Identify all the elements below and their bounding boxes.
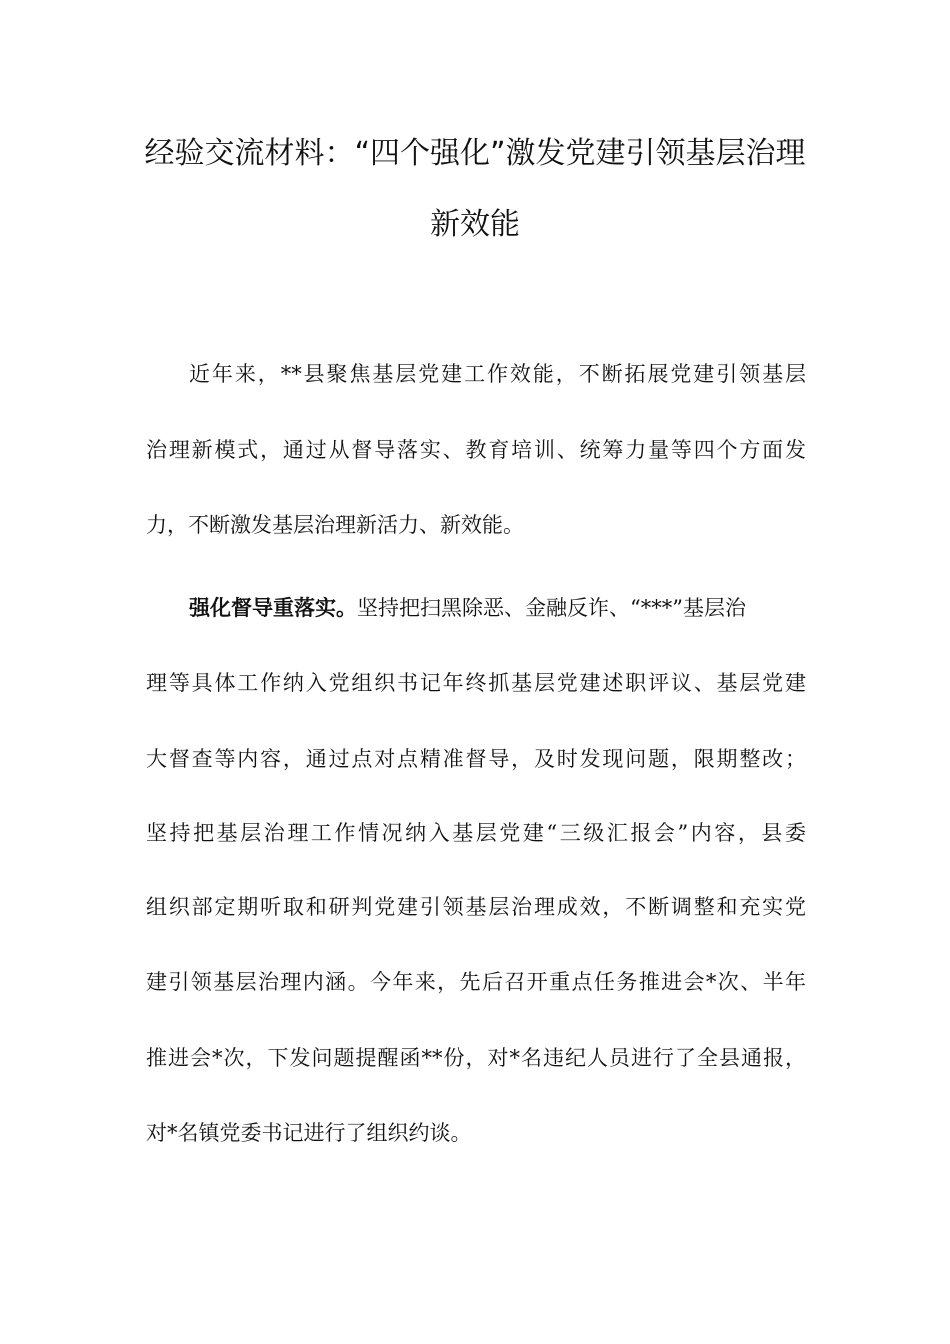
paragraph-2-line-3: 大督查等内容，通过点对点精准督导，及时发现问题，限期整改； [146, 747, 806, 771]
paragraph-2-line-5: 组织部定期听取和研判党建引领基层治理成效，不断调整和充实党 [146, 895, 806, 919]
paragraph-2-line-6: 建引领基层治理内涵。今年来，先后召开重点任务推进会*次、半年 [146, 970, 806, 994]
paragraph-1-line-1: 近年来，**县聚焦基层党建工作效能，不断拓展党建引领基层 [189, 362, 806, 386]
paragraph-2-line-4: 坚持把基层治理工作情况纳入基层党建“三级汇报会”内容，县委 [146, 821, 806, 845]
paragraph-2-line-7: 推进会*次，下发问题提醒函**份，对*名违纪人员进行了全县通报， [146, 1046, 806, 1070]
paragraph-2-line-1 [189, 592, 806, 624]
paragraph-2-lead-heading: 强化督导重落实。 [189, 596, 357, 620]
paragraph-2-line-1-text: 坚持把扫黑除恶、金融反诈、“***”基层治 [357, 596, 746, 620]
paragraph-1-line-2: 治理新模式，通过从督导落实、教育培训、统筹力量等四个方面发 [146, 438, 806, 462]
document-title-line-2: 新效能 [430, 207, 520, 242]
paragraph-2-line-2: 理等具体工作纳入党组织书记年终抓基层党建述职评议、基层党建 [146, 671, 806, 695]
document-title-line-1: 经验交流材料：“四个强化”激发党建引领基层治理 [144, 136, 806, 171]
paragraph-2-line-8: 对*名镇党委书记进行了组织约谈。 [146, 1121, 472, 1145]
paragraph-1-line-3: 力，不断激发基层治理新活力、新效能。 [146, 513, 524, 537]
